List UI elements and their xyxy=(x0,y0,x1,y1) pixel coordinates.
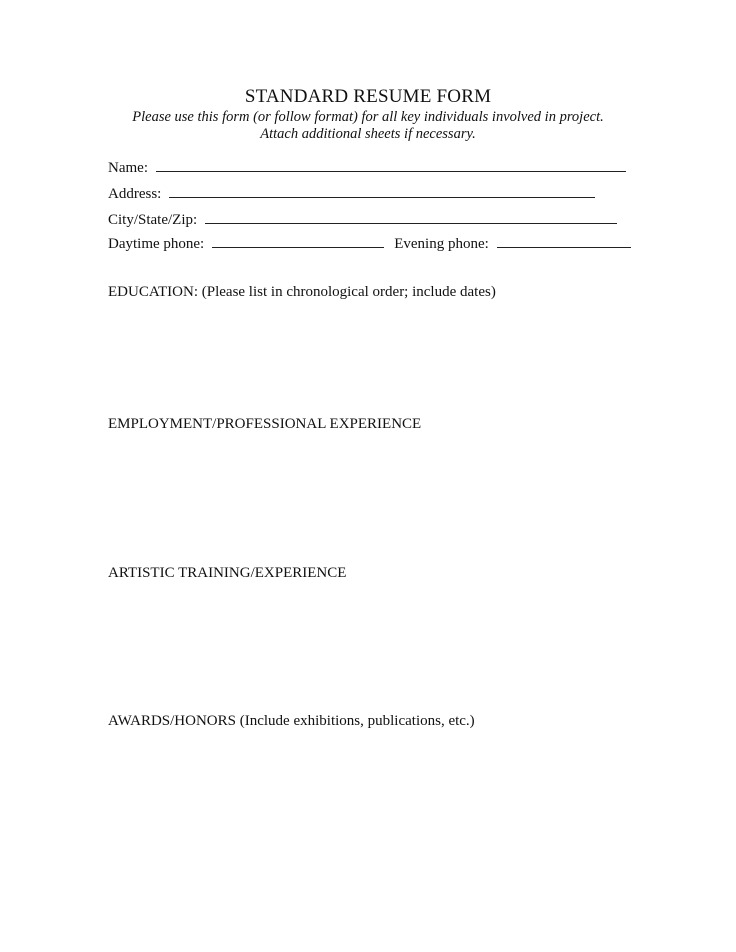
name-label: Name: xyxy=(108,160,148,176)
daytime-phone-input-line[interactable] xyxy=(212,233,384,248)
evening-phone-input-line[interactable] xyxy=(497,233,631,248)
form-title: STANDARD RESUME FORM xyxy=(244,86,492,107)
artistic-section-heading: ARTISTIC TRAINING/EXPERIENCE xyxy=(108,565,347,581)
name-input-line[interactable] xyxy=(156,157,626,172)
name-field-row xyxy=(108,157,626,177)
city-state-zip-label: City/State/Zip: xyxy=(108,212,198,228)
city-state-zip-input-line[interactable] xyxy=(205,209,617,224)
city-state-zip-field-row xyxy=(108,209,617,229)
phone-field-row xyxy=(108,233,631,253)
evening-phone-label: Evening phone: xyxy=(394,236,489,252)
address-field-row xyxy=(108,183,595,203)
daytime-phone-label: Daytime phone: xyxy=(108,236,205,252)
form-instructions-line-2: Attach additional sheets if necessary. xyxy=(260,126,476,142)
employment-section-heading: EMPLOYMENT/PROFESSIONAL EXPERIENCE xyxy=(108,416,422,432)
address-input-line[interactable] xyxy=(169,183,595,198)
form-instructions-line-1: Please use this form (or follow format) for all key individuals involved in project. xyxy=(132,109,604,125)
education-section-heading: EDUCATION: (Please list in chronological order; include dates) xyxy=(108,284,496,300)
address-label: Address: xyxy=(108,186,162,202)
awards-section-heading: AWARDS/HONORS (Include exhibitions, publications, etc.) xyxy=(108,713,475,729)
